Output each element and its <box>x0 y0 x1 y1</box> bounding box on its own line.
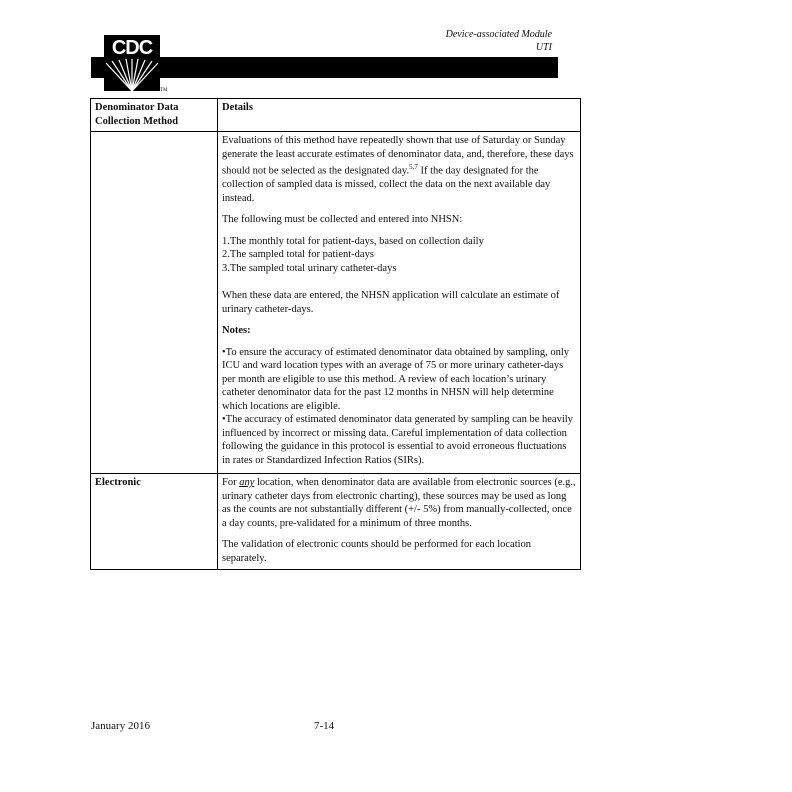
trademark: TM <box>160 88 168 93</box>
note-item: •The accuracy of estimated denominator data generated by sampling can be heavily influenced by incorrect or missing data. Careful implementation of data collection following the guidance in this protocol is essential to avoid erroneous fluctuations in rates or Standardized Infection Ratios (SIRs). <box>222 414 573 466</box>
notes-label: Notes: <box>222 325 251 336</box>
col-header-method: Denominator Data Collection Method <box>91 99 218 132</box>
footer-date: January 2016 <box>91 720 150 732</box>
paragraph: When these data are entered, the NHSN application will calculate an estimate of urinary catheter-days. <box>222 290 560 315</box>
method-cell: Electronic <box>91 474 218 570</box>
list-item: 1.The monthly total for patient-days, based on collection daily <box>222 235 484 247</box>
denominator-table <box>90 98 581 570</box>
header-bar <box>91 57 558 78</box>
table-header-row <box>91 99 581 132</box>
details-cell <box>218 132 581 474</box>
page-number: 7-14 <box>314 720 335 732</box>
table-row <box>91 474 581 570</box>
details-cell <box>218 474 581 570</box>
running-header <box>446 28 552 54</box>
list-item: 3.The sampled total urinary catheter-days <box>222 262 397 274</box>
paragraph: The validation of electronic counts should be performed for each location separately. <box>222 539 532 564</box>
list-item: 2.The sampled total for patient-days <box>222 249 374 260</box>
paragraph: The following must be collected and entered into NHSN: <box>222 214 463 225</box>
table-row <box>91 132 581 474</box>
note-item: •To ensure the accuracy of estimated denominator data obtained by sampling, only ICU and ward location types with an average of 75 or more urinary catheter-days per month are eligible to use this method. A review of each location’s urinary catheter denominator data for the past 12 months in NHSN will help determine which locations are eligible. <box>222 346 569 412</box>
paragraph: For any location, when denominator data are available from electronic sources (e.g., urinary catheter days from electronic charting), these sources may be used as long as the counts are not substantially different (+/- 5%) from manually-collected, once a day counts, pre-validated for a minimum of three months. <box>222 477 576 529</box>
list <box>222 235 576 276</box>
logo-text: CDC <box>111 37 153 59</box>
col-header-details: Details <box>218 99 581 132</box>
module-subtitle: UTI <box>535 42 552 53</box>
paragraph: Evaluations of this method have repeatedly shown that use of Saturday or Sunday generate the least accurate estimates of denominator data, and, therefore, these days should not be selected as the designated day.$^{5,7}$ If the day designated for the collection of sampled data is missed, collect the data on the next available day instead. <box>222 135 574 204</box>
method-cell-empty <box>91 132 218 474</box>
cdc-logo <box>104 35 160 91</box>
module-title: Device-associated Module <box>445 29 552 40</box>
